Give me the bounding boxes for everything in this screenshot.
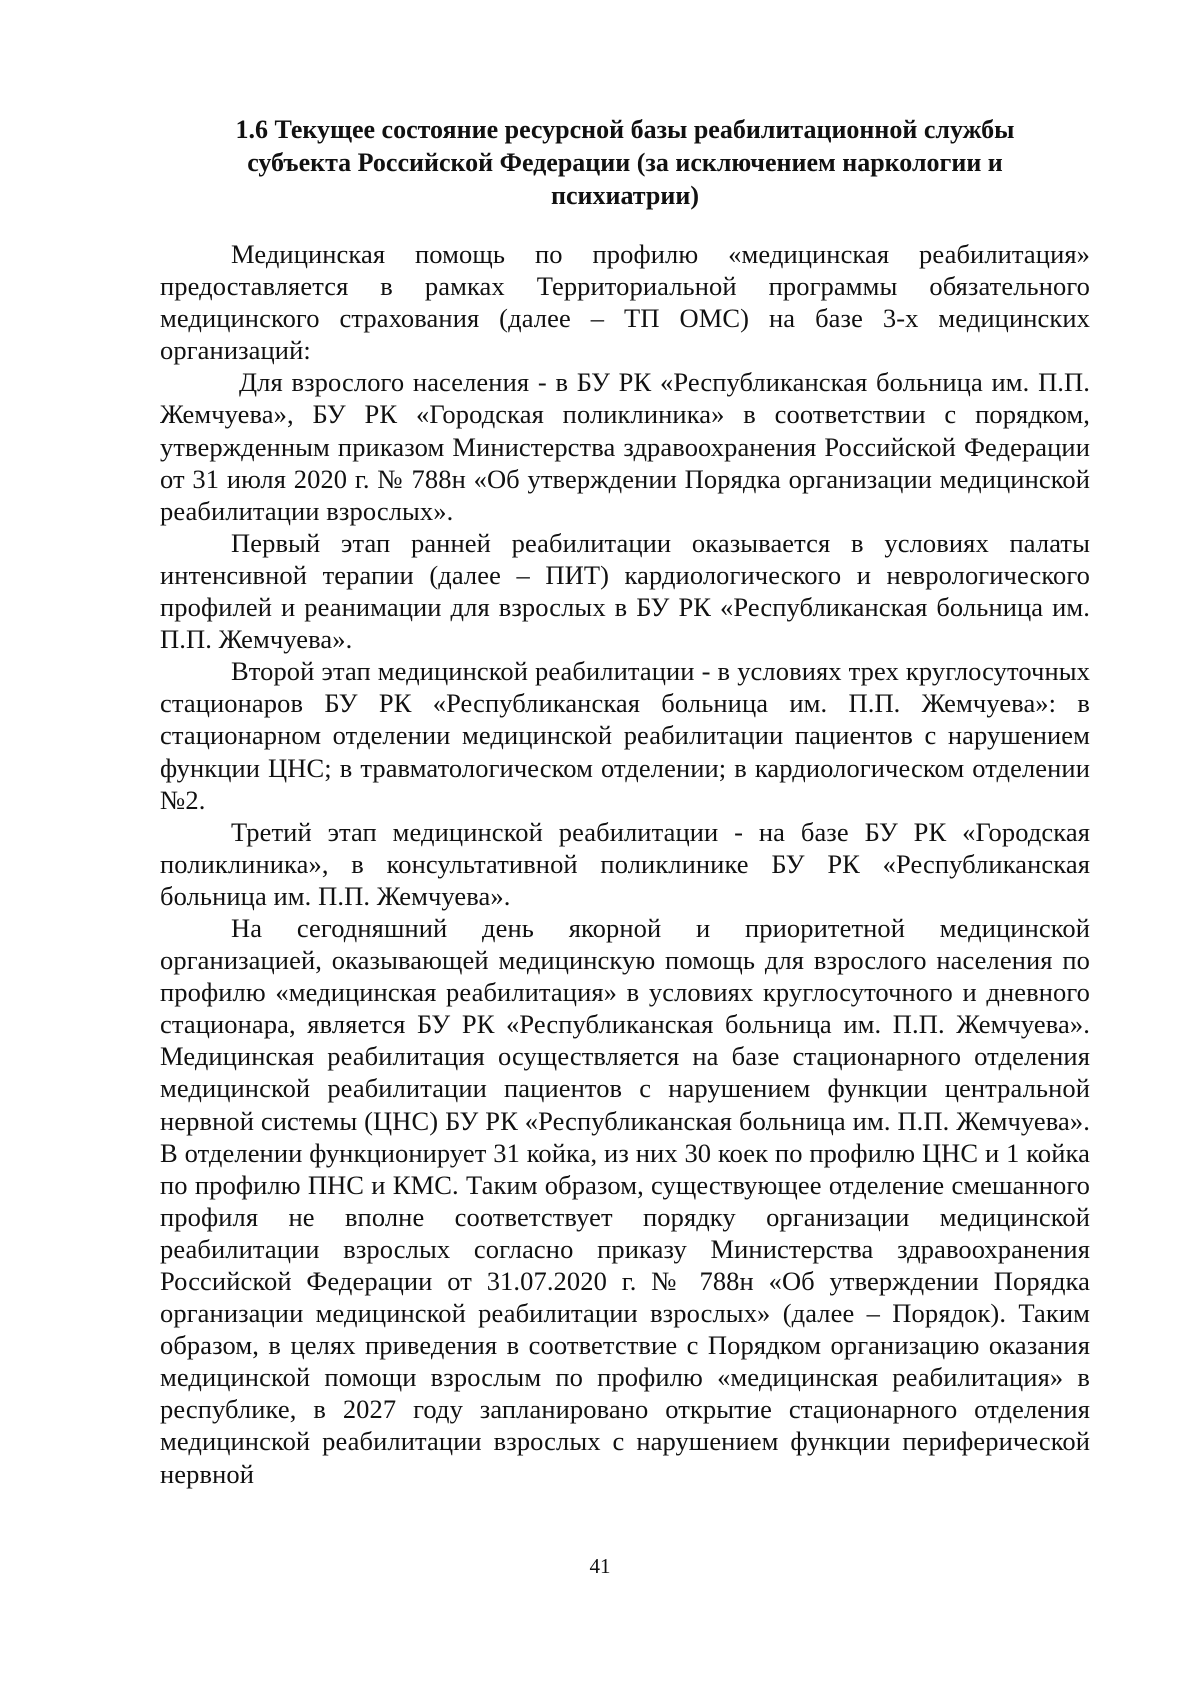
section-title-line: 1.6 Текущее состояние ресурсной базы реабилитационной службы <box>235 115 1015 144</box>
paragraph: Второй этап медицинской реабилитации - в условиях трех круглосуточных стационаров БУ РК «Республиканская больница им. П.П. Жемчуева»: в стационарном отделении медицинской реабилитации пациентов с нарушением функции ЦНС; в травматологическом отделении; в кардиологическом отделении №2. <box>160 656 1090 815</box>
paragraph: Медицинская помощь по профилю «медицинская реабилитация» предоставляется в рамках Территориальной программы обязательного медицинского страхования (далее – ТП ОМС) на базе 3-х медицинских организаций: <box>160 239 1090 366</box>
body-text <box>160 238 1090 1490</box>
paragraph: Для взрослого населения - в БУ РК «Республиканская больница им. П.П. Жемчуева», БУ РК «Городская поликлиника» в соответствии с порядком, утвержденным приказом Министерства здравоохранения Российской Федерации от 31 июля 2020 г. № 788н «Об утверждении Порядка организации медицинской реабилитации взрослых». <box>160 367 1090 526</box>
page-number: 41 <box>589 1554 611 1578</box>
paragraph: Третий этап медицинской реабилитации - на базе БУ РК «Городская поликлиника», в консультативной поликлинике БУ РК «Республиканская больница им. П.П. Жемчуева». <box>160 816 1090 911</box>
section-title-line: субъекта Российской Федерации (за исключением наркологии и <box>247 148 1003 177</box>
section-title <box>160 113 1090 212</box>
paragraph: Первый этап ранней реабилитации оказывается в условиях палаты интенсивной терапии (далее – ПИТ) кардиологического и неврологического профилей и реанимации для взрослых в БУ РК «Республиканская больница им. П.П. Жемчуева». <box>160 527 1090 655</box>
section-title-line: психиатрии) <box>551 181 699 210</box>
paragraph: На сегодняшний день якорной и приоритетной медицинской организацией, оказывающей медицинскую помощь для взрослого населения по профилю «медицинская реабилитация» в условиях круглосуточного и дневного стационара, является БУ РК «Республиканская больница им. П.П. Жемчуева». Медицинская реабилитация осуществляется на базе стационарного отделения медицинской реабилитации пациентов с нарушением функции центральной нервной системы (ЦНС) БУ РК «Республиканская больница им. П.П. Жемчуева». В отделении функционирует 31 койка, из них 30 коек по профилю ЦНС и 1 койка по профилю ПНС и КМС. Таким образом, существующее отделение смешанного профиля не вполне соответствует порядку организации медицинской реабилитации взрослых согласно приказу Министерства здравоохранения Российской Федерации от 31.07.2020 г. № 788н «Об утверждении Порядка организации медицинской реабилитации взрослых» (далее – Порядок). Таким образом, в целях приведения в соответствие с Порядком организацию оказания медицинской помощи взрослым по профилю «медицинская реабилитация» в республике, в 2027 году запланировано открытие стационарного отделения медицинской реабилитации взрослых с нарушением функции периферической нервной <box>160 912 1090 1489</box>
